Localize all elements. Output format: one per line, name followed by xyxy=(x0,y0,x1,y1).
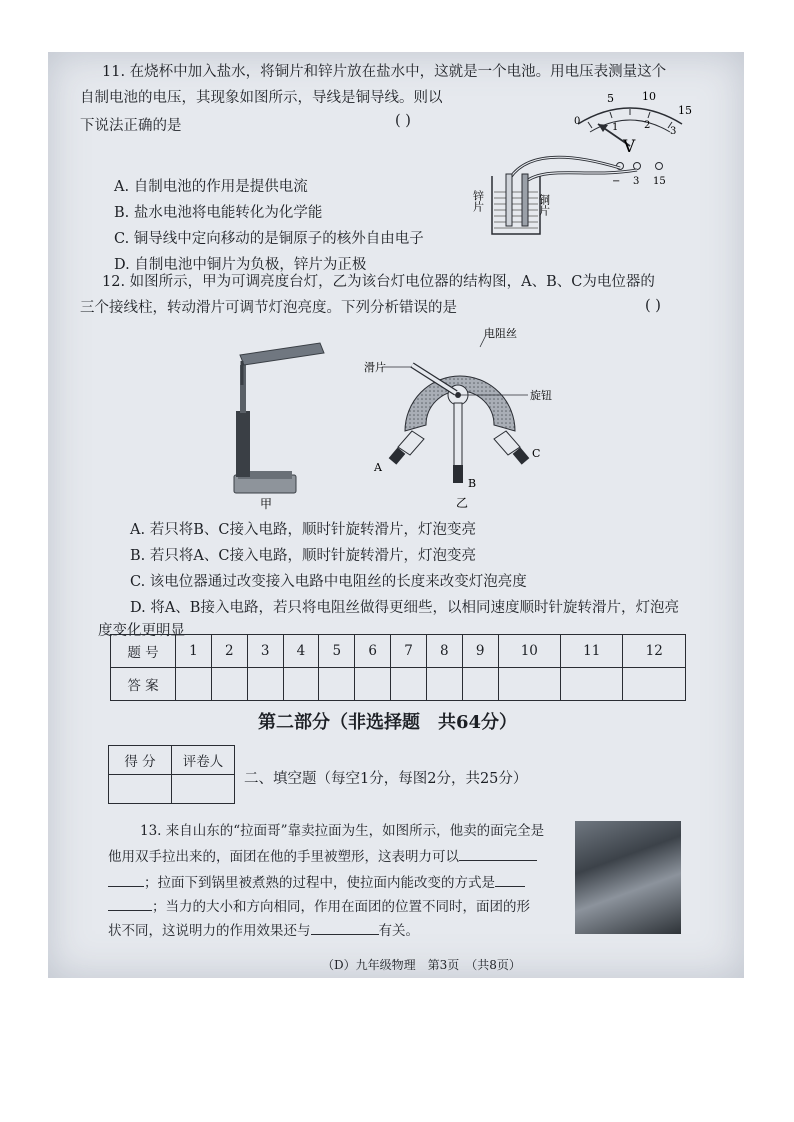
page-footer: （D）九年级物理 第3页 （共8页） xyxy=(322,958,521,972)
scale-top-15: 15 xyxy=(678,104,692,117)
terminal-3: 3 xyxy=(633,176,640,187)
scale-top-5: 5 xyxy=(607,92,614,105)
q12-line2: 三个接线柱，转动滑片可调节灯泡亮度。下列分析错误的是 xyxy=(80,300,457,316)
q12-option-d: D. 将A、B接入电路，若只将电阻丝做得更细些，以相同速度顺时针旋转滑片，灯泡亮 xyxy=(130,600,679,616)
terminal-a-label: A xyxy=(374,461,382,474)
q13-blank-1[interactable] xyxy=(459,860,537,861)
question-number-cell: 6 xyxy=(355,635,391,668)
question-number-cell: 3 xyxy=(247,635,283,668)
voltmeter-symbol: V xyxy=(623,137,636,157)
q12-option-d-continued: 度变化更明显 xyxy=(98,623,185,639)
terminal-negative: − xyxy=(612,176,621,187)
answer-cell[interactable] xyxy=(283,668,319,701)
score-cell[interactable] xyxy=(109,775,172,804)
q11-answer-bracket: ( ) xyxy=(395,113,411,129)
answer-cell[interactable] xyxy=(319,668,355,701)
grader-label: 评卷人 xyxy=(172,746,235,775)
grader-cell[interactable] xyxy=(172,775,235,804)
question-number-header: 题 号 xyxy=(111,635,176,668)
score-table xyxy=(108,745,235,804)
scale-bottom-0: 0 xyxy=(574,116,581,127)
answer-cell[interactable] xyxy=(247,668,283,701)
question-number-cell: 5 xyxy=(319,635,355,668)
question-number-cell: 11 xyxy=(561,635,623,668)
label-slider: 滑片 xyxy=(364,361,386,374)
answer-cell[interactable] xyxy=(623,668,686,701)
terminal-15: 15 xyxy=(653,176,666,187)
q12-line1: 12. 如图所示，甲为可调亮度台灯，乙为该台灯电位器的结构图，A、B、C为电位器的 xyxy=(102,274,655,290)
scale-bottom-1: 1 xyxy=(612,122,619,133)
scale-top-10: 10 xyxy=(642,90,656,103)
lamp-caption: 甲 xyxy=(260,497,273,511)
answer-cell[interactable] xyxy=(462,668,498,701)
q11-line3: 下说法正确的是 xyxy=(80,118,182,134)
scale-bottom-3: 3 xyxy=(670,126,677,137)
lamp-figure xyxy=(220,325,330,515)
question-number-cell: 12 xyxy=(623,635,686,668)
q12-option-a: A. 若只将B、C接入电路，顺时针旋转滑片，灯泡变亮 xyxy=(130,522,476,538)
answer-cell[interactable] xyxy=(426,668,462,701)
potentiometer-figure xyxy=(360,325,560,515)
copper-label: 铜片 xyxy=(537,194,551,216)
answer-header: 答 案 xyxy=(111,668,176,701)
question-number-cell: 9 xyxy=(462,635,498,668)
answer-table-row-answers xyxy=(111,668,686,701)
score-label: 得 分 xyxy=(109,746,172,775)
q11-battery-voltmeter-figure xyxy=(470,88,700,240)
q13-line2: 他用双手拉出来的，面团在他的手里被塑形，这表明力可以 xyxy=(108,849,537,865)
q13-line1: 13. 来自山东的“拉面哥”靠卖拉面为生，如图所示，他卖的面完全是 xyxy=(140,823,545,839)
noodle-man-photo xyxy=(575,821,681,934)
q12-answer-bracket: ( ) xyxy=(645,298,661,314)
label-knob: 旋钮 xyxy=(530,389,552,402)
q13-line4: ；当力的大小和方向相同，作用在面团的位置不同时，面团的形 xyxy=(108,899,530,915)
answer-cell[interactable] xyxy=(498,668,560,701)
answer-cell[interactable] xyxy=(211,668,247,701)
q11-line1: 11. 在烧杯中加入盐水，将铜片和锌片放在盐水中，这就是一个电池。用电压表测量这个 xyxy=(102,64,667,80)
answer-cell[interactable] xyxy=(391,668,427,701)
q11-option-a: A. 自制电池的作用是提供电流 xyxy=(114,179,308,195)
answer-table xyxy=(110,634,686,701)
question-number-cell: 10 xyxy=(498,635,560,668)
q12-option-b: B. 若只将A、C接入电路，顺时针旋转滑片，灯泡变亮 xyxy=(130,548,476,564)
answer-table-row-numbers xyxy=(111,635,686,668)
potentiometer-caption: 乙 xyxy=(456,496,469,510)
question-number-cell: 4 xyxy=(283,635,319,668)
q13-blank-1-cont[interactable] xyxy=(108,886,144,887)
q11-line2: 自制电池的电压，其现象如图所示，导线是铜导线。则以 xyxy=(80,90,443,106)
question-number-cell: 7 xyxy=(391,635,427,668)
q13-line3: ；拉面下到锅里被煮熟的过程中，使拉面内能改变的方式是 xyxy=(108,875,525,891)
answer-cell[interactable] xyxy=(355,668,391,701)
question-number-cell: 8 xyxy=(426,635,462,668)
q13-blank-2[interactable] xyxy=(495,886,525,887)
question-number-cell: 1 xyxy=(176,635,212,668)
terminal-b-label: B xyxy=(468,477,477,490)
scale-bottom-2: 2 xyxy=(644,120,651,131)
question-number-cell: 2 xyxy=(211,635,247,668)
terminal-c-label: C xyxy=(532,447,541,460)
q13-blank-2-cont[interactable] xyxy=(108,910,152,911)
answer-cell[interactable] xyxy=(561,668,623,701)
zinc-label: 锌片 xyxy=(471,190,485,212)
q13-blank-3[interactable] xyxy=(311,934,379,935)
part2-title: 第二部分（非选择题 共64分） xyxy=(258,712,518,733)
answer-cell[interactable] xyxy=(176,668,212,701)
label-resistance-wire: 电阻丝 xyxy=(484,327,517,340)
section2-heading: 二、填空题（每空1分，每图2分，共25分） xyxy=(244,771,528,787)
q13-line5: 状不同，这说明力的作用效果还与 有关。 xyxy=(108,923,419,939)
q11-option-c: C. 铜导线中定向移动的是铜原子的核外自由电子 xyxy=(114,231,424,247)
q11-option-b: B. 盐水电池将电能转化为化学能 xyxy=(114,205,323,221)
q12-option-c: C. 该电位器通过改变接入电路中电阻丝的长度来改变灯泡亮度 xyxy=(130,574,527,590)
q11-option-d: D. 自制电池中铜片为负极，锌片为正极 xyxy=(114,257,367,273)
